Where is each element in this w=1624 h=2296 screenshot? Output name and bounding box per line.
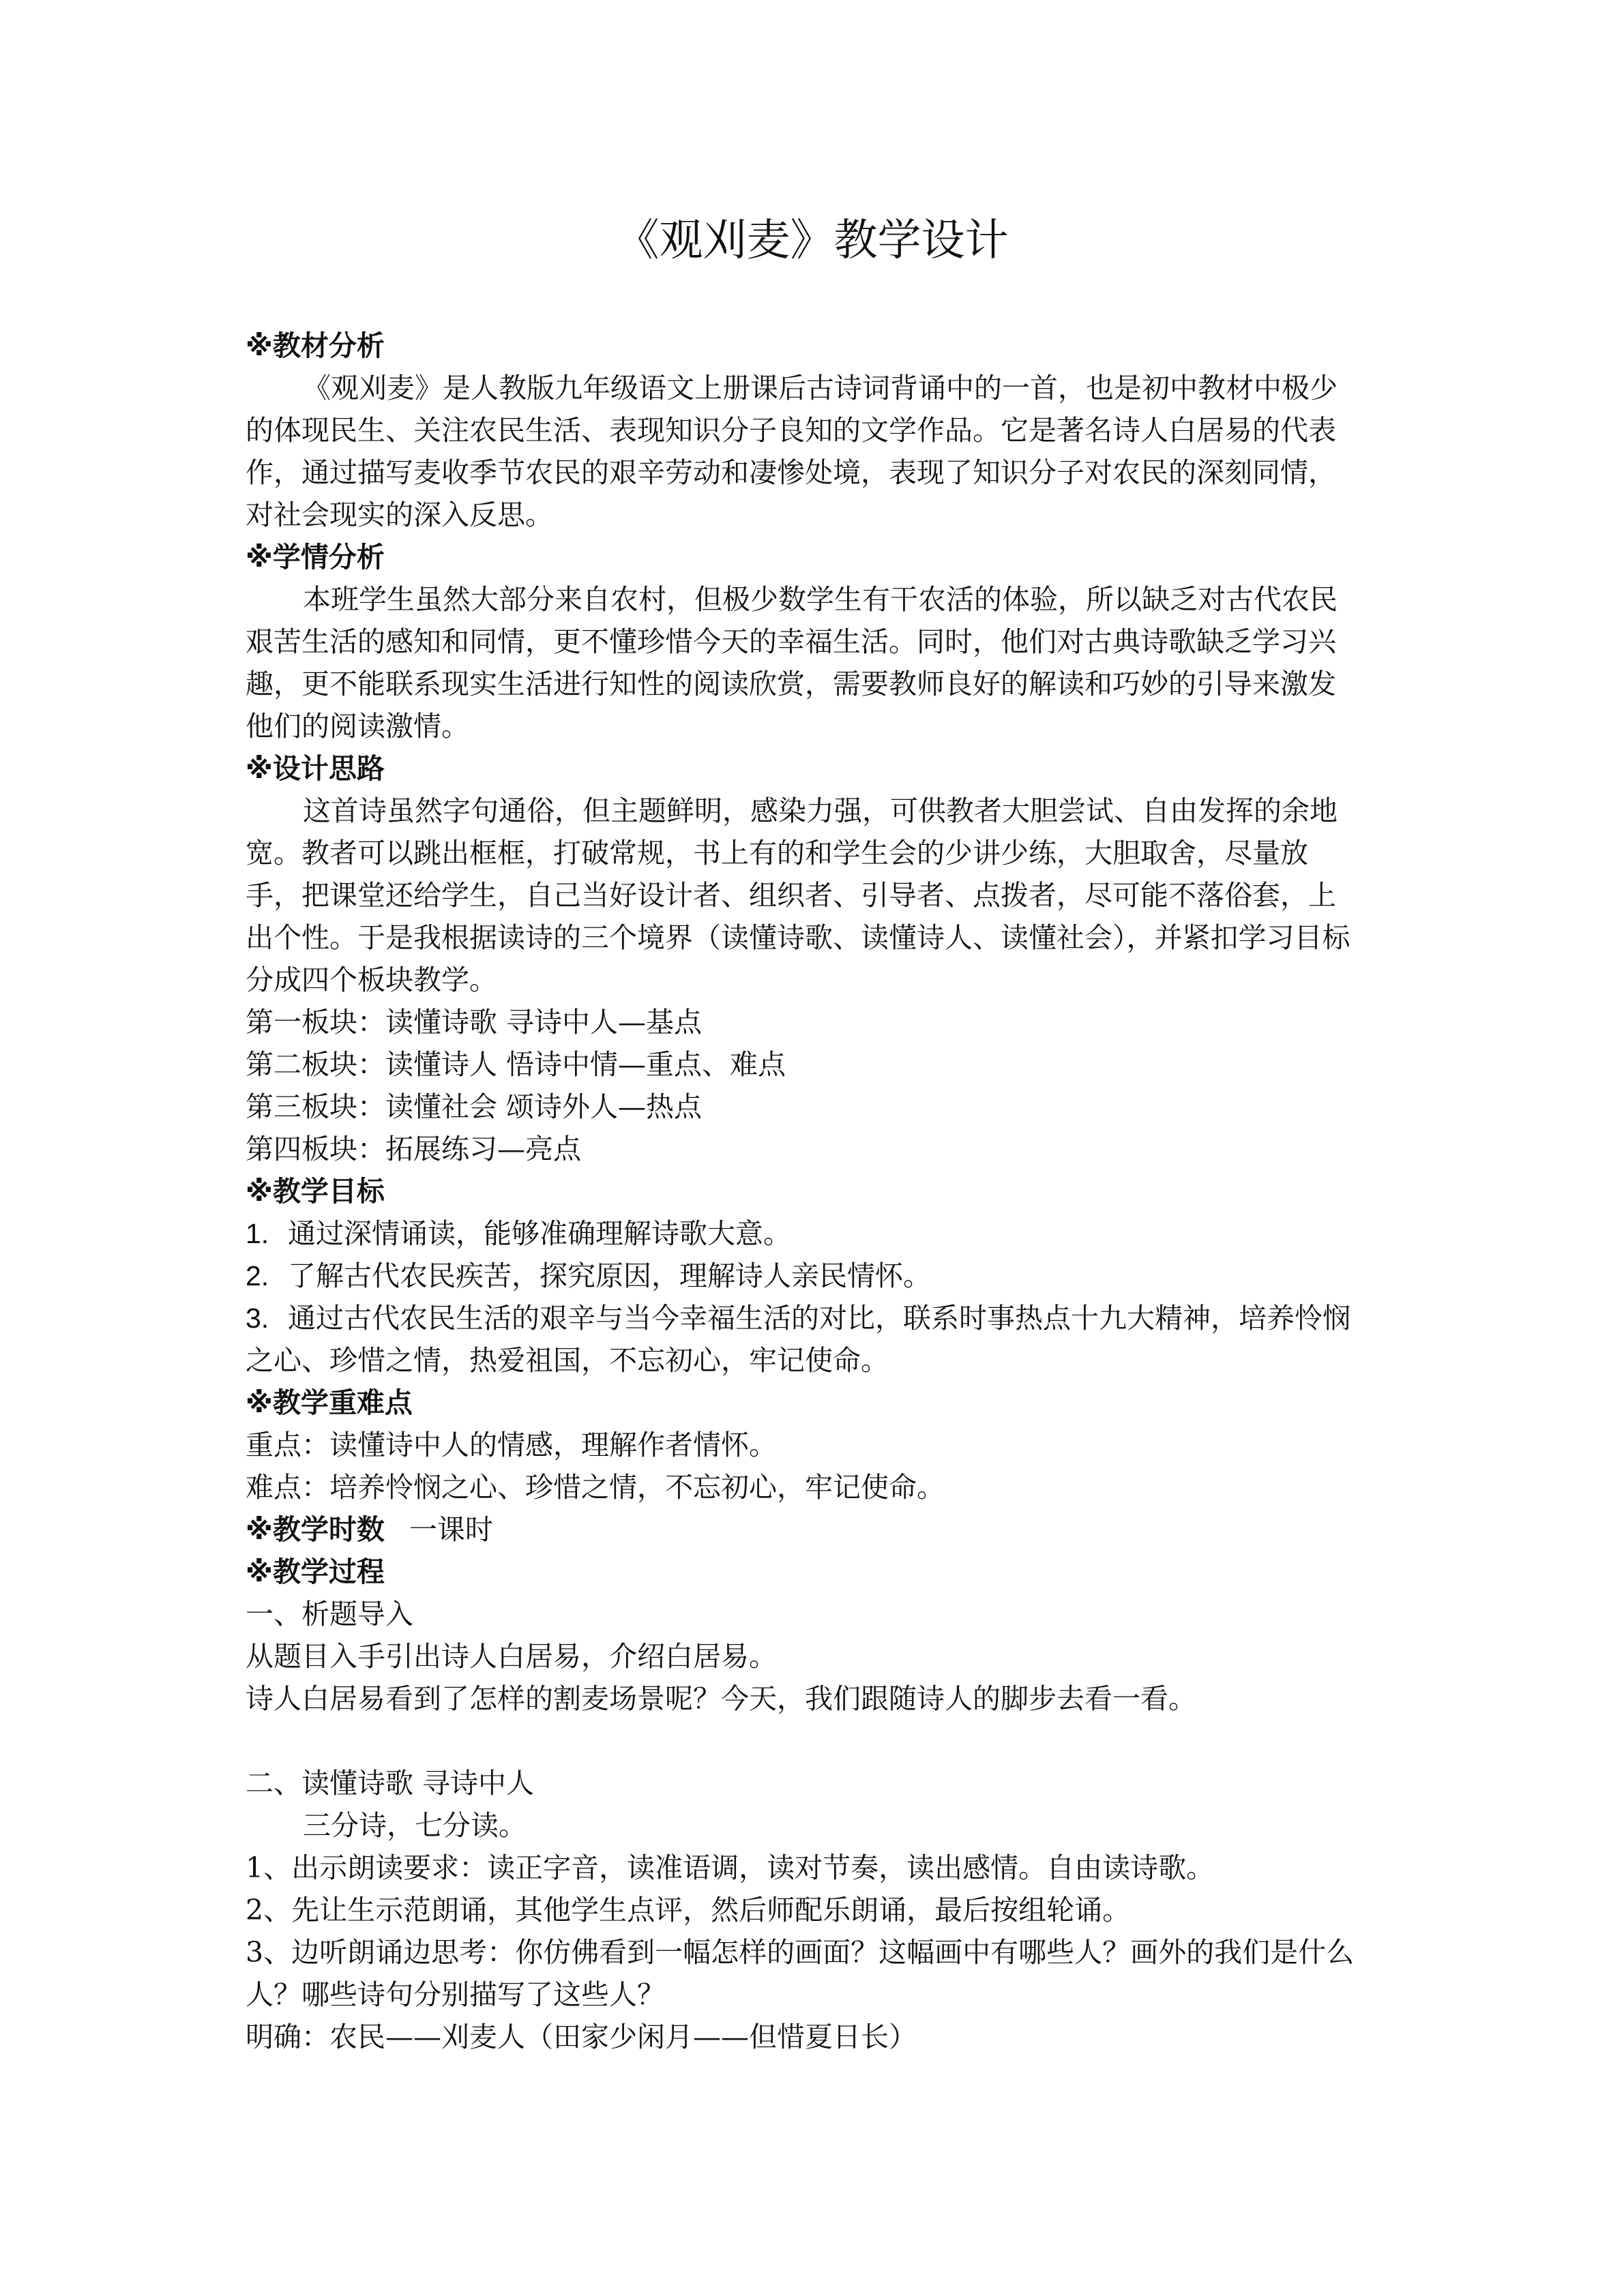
paragraph-line: 作，通过描写麦收季节农民的艰辛劳动和凄惨处境，表现了知识分子对农民的深刻同情， [246,456,1336,489]
section-heading-keypoints: ※教学重难点 [246,1386,413,1419]
section-heading-students: ※学情分析 [246,541,385,573]
list-text: 通过古代农民生活的艰辛与当今幸福生活的对比，联系时事热点十九大精神，培养怜悯 [288,1302,1350,1335]
hours-value: 一课时 [409,1513,493,1546]
list-text: 通过深情诵读，能够准确理解诗歌大意。 [288,1217,791,1250]
section-heading-design: ※设计思路 [246,752,385,785]
list-item [246,1297,1378,1339]
section-heading-goals: ※教学目标 [246,1175,385,1208]
document-body [246,325,1378,2058]
list-item [246,1212,1378,1255]
paragraph-line: 宽。教者可以跳出框框，打破常规，书上有的和学生会的少讲少练，大胆取舍，尽量放 [246,837,1308,869]
list-number: 3. [246,1302,269,1334]
process-part-title: 一、析题导入 [246,1598,413,1630]
paragraph-line: 这首诗虽然字句通俗，但主题鲜明，感染力强，可供教者大胆尝试、自由发挥的余地 [303,794,1338,827]
paragraph-line: 艰苦生活的感知和同情，更不懂珍惜今天的幸福生活。同时，他们对古典诗歌缺乏学习兴 [246,625,1336,658]
section-heading-material: ※教材分析 [246,329,385,362]
paragraph-line: 三分诗，七分读。 [303,1809,527,1842]
step-item: 3、边听朗诵边思考：你仿佛看到一幅怎样的画面？这幅画中有哪些人？画外的我们是什么 [246,1936,1355,1969]
hours-row [246,1508,1378,1551]
paragraph-line: 对社会现实的深入反思。 [246,498,553,531]
block-item: 第一板块：读懂诗歌 寻诗中人—基点 [246,1006,703,1039]
paragraph-line: 人？哪些诗句分别描写了这些人？ [246,1978,665,2011]
section-heading-process: ※教学过程 [246,1555,385,1588]
list-item [246,1255,1378,1297]
section-heading-hours: ※教学时数 [246,1513,385,1546]
document-title: 《观刈麦》教学设计 [615,215,1009,266]
process-part-title: 二、读懂诗歌 寻诗中人 [246,1767,535,1800]
paragraph-line: 出个性。于是我根据读诗的三个境界（读懂诗歌、读懂诗人、读懂社会），并紧扣学习目标 [246,921,1350,954]
paragraph-line: 重点：读懂诗中人的情感，理解作者情怀。 [246,1429,777,1461]
paragraph-line: 分成四个板块教学。 [246,964,497,996]
paragraph-line: 《观刈麦》是人教版九年级语文上册课后古诗词背诵中的一首，也是初中教材中极少 [303,372,1338,404]
paragraph-line: 趣，更不能联系现实生活进行知性的阅读欣赏，需要教师良好的解读和巧妙的引导来激发 [246,668,1336,700]
list-number: 2. [246,1260,269,1292]
paragraph-line: 之心、珍惜之情，热爱祖国，不忘初心，牢记使命。 [246,1344,889,1377]
paragraph-line: 本班学生虽然大部分来自农村，但极少数学生有干农活的体验，所以缺乏对古代农民 [303,583,1338,616]
paragraph-line: 诗人白居易看到了怎样的割麦场景呢？今天，我们跟随诗人的脚步去看一看。 [246,1682,1196,1715]
block-item: 第三板块：读懂社会 颂诗外人—热点 [246,1090,703,1123]
step-item: 2、先让生示范朗诵，其他学生点评，然后师配乐朗诵，最后按组轮诵。 [246,1894,1131,1926]
block-item: 第四板块：拓展练习—亮点 [246,1133,581,1165]
answer-line: 明确：农民——刈麦人（田家少闲月——但惜夏日长） [246,2021,917,2053]
list-text: 了解古代农民疾苦，探究原因，理解诗人亲民情怀。 [288,1259,931,1292]
paragraph-line: 手，把课堂还给学生，自己当好设计者、组织者、引导者、点拨者，尽可能不落俗套，上 [246,879,1336,912]
blank-line [246,1720,1378,1762]
block-item: 第二板块：读懂诗人 悟诗中情—重点、难点 [246,1048,786,1081]
paragraph-line: 难点：培养怜悯之心、珍惜之情，不忘初心，牢记使命。 [246,1471,945,1504]
paragraph-line: 从题目入手引出诗人白居易，介绍白居易。 [246,1640,777,1673]
paragraph-line: 的体现民生、关注农民生活、表现知识分子良知的文学作品。它是著名诗人白居易的代表 [246,414,1336,447]
list-number: 1. [246,1218,269,1249]
step-item: 1、出示朗读要求：读正字音，读准语调，读对节奏，读出感情。自由读诗歌。 [246,1851,1215,1884]
paragraph-line: 他们的阅读激情。 [246,710,469,743]
